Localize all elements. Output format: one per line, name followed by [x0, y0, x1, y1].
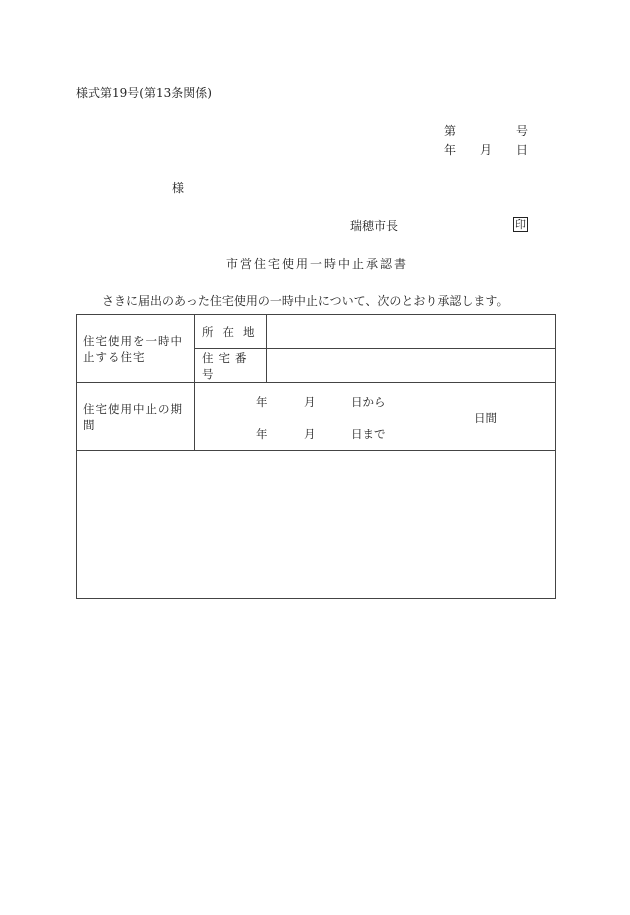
location-value — [267, 315, 556, 349]
from-month: 月 — [304, 395, 316, 409]
document-title: 市営住宅使用一時中止承認書 — [226, 257, 409, 271]
housing-label: 住宅使用を一時中止する住宅 — [77, 315, 195, 383]
period-cell — [195, 383, 556, 451]
issuer: 瑞穂市長 — [350, 219, 399, 233]
from-year: 年 — [256, 395, 268, 409]
duration-unit: 日間 — [474, 411, 497, 425]
house-number-value — [267, 349, 556, 383]
from-day: 日から — [351, 395, 386, 409]
house-number-label: 住宅番号 — [195, 349, 267, 383]
date-year: 年 — [444, 143, 457, 157]
addressee-honorific: 様 — [172, 181, 185, 195]
remarks-area — [77, 451, 556, 599]
to-month: 月 — [304, 427, 316, 441]
to-day: 日まで — [351, 427, 386, 441]
period-label: 住宅使用中止の期間 — [77, 383, 195, 451]
number-prefix: 第 — [444, 124, 457, 138]
date-month: 月 — [480, 143, 493, 157]
to-year: 年 — [256, 427, 268, 441]
number-suffix: 号 — [516, 124, 529, 138]
location-label: 所在地 — [195, 315, 267, 349]
form-number: 様式第19号(第13条関係) — [76, 86, 212, 100]
approval-table — [76, 314, 556, 599]
seal-mark: 印 — [515, 218, 526, 231]
intro-text: さきに届出のあった住宅使用の一時中止について、次のとおり承認します。 — [102, 294, 509, 308]
date-day: 日 — [516, 143, 529, 157]
